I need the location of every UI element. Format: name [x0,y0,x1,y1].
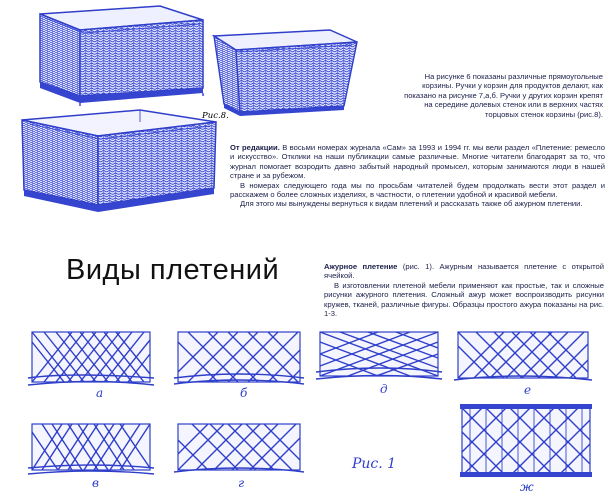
lead-label: Ажурное плетение [324,262,398,271]
caption-b: б [240,386,248,400]
caption-g: г [238,476,245,490]
caption-e: е [524,383,532,397]
weave-sample-b [174,332,304,384]
fig8-label: Рис.8. [202,111,229,121]
weave-sample-a [28,332,154,385]
editorial-paragraph-3: Для этого мы вынуждены вернуться к видам плетений и рассказать также об ажурном плетении. [240,199,583,209]
section-title: Виды плетений [66,254,280,286]
editorial-note [230,143,605,209]
lead-paragraph [324,262,604,281]
editorial-label: От редакции. [230,143,280,152]
section-lead [324,262,604,318]
basket-trapezoid-illustration [214,30,357,116]
caption-a: а [96,386,104,400]
weave-sample-g [174,424,304,472]
weave-sample-zh [460,404,592,477]
editorial-text: В восьми номерах журнала «Сам» за 1993 и 1994 гг. мы вели раздел «Плетение: ремесло и искусство». Отклики на наши публикации самые различные. Многие читатели благодарят за то, что журнал помогает возродить давно забытый народный промысел, которым занимаются люди в нашей стране и за рубежом. [230,143,605,181]
caption-d: д [380,382,388,396]
weave-sample-d [316,332,442,379]
basket-large-illustration [40,6,203,106]
basket-open-illustration [22,110,216,212]
caption-v: в [92,476,99,490]
article-intro [398,72,603,119]
fig1-label: Рис. 1 [352,456,397,472]
article-paragraph-1: На рисунке 6 показаны различные прямоугольные корзины. Ручки у корзин для продуктов делают, как показано на рисунке 7,а,б. Ручки у других корзин крепят на середине долевых стенок или в верхних частях торцовых стенок корзины (рис.8). [404,72,603,119]
editorial-paragraph-2: В номерах следующего года мы по просьбам читателей будем продолжать вести этот раздел и расскажем о более сложных изделиях, в частности, о плетении удобной и красивой мебели. [230,180,605,200]
editorial-paragraph [230,143,605,181]
lead-text: (рис. 1). Ажурным называется плетение с открытой ячейкой. [324,262,605,281]
weave-sample-v [28,424,154,474]
weave-sample-e [454,332,592,380]
section-body: В изготовлении плетеной мебели применяют как простые, так и сложные рисунки ажурного плетения. Сложный ажур может воспроизводить рисунки кружев, тканей, различные фигуры. Образцы простого ажура показаны на рис. 1-3. [324,280,604,319]
caption-zh: ж [520,480,534,494]
